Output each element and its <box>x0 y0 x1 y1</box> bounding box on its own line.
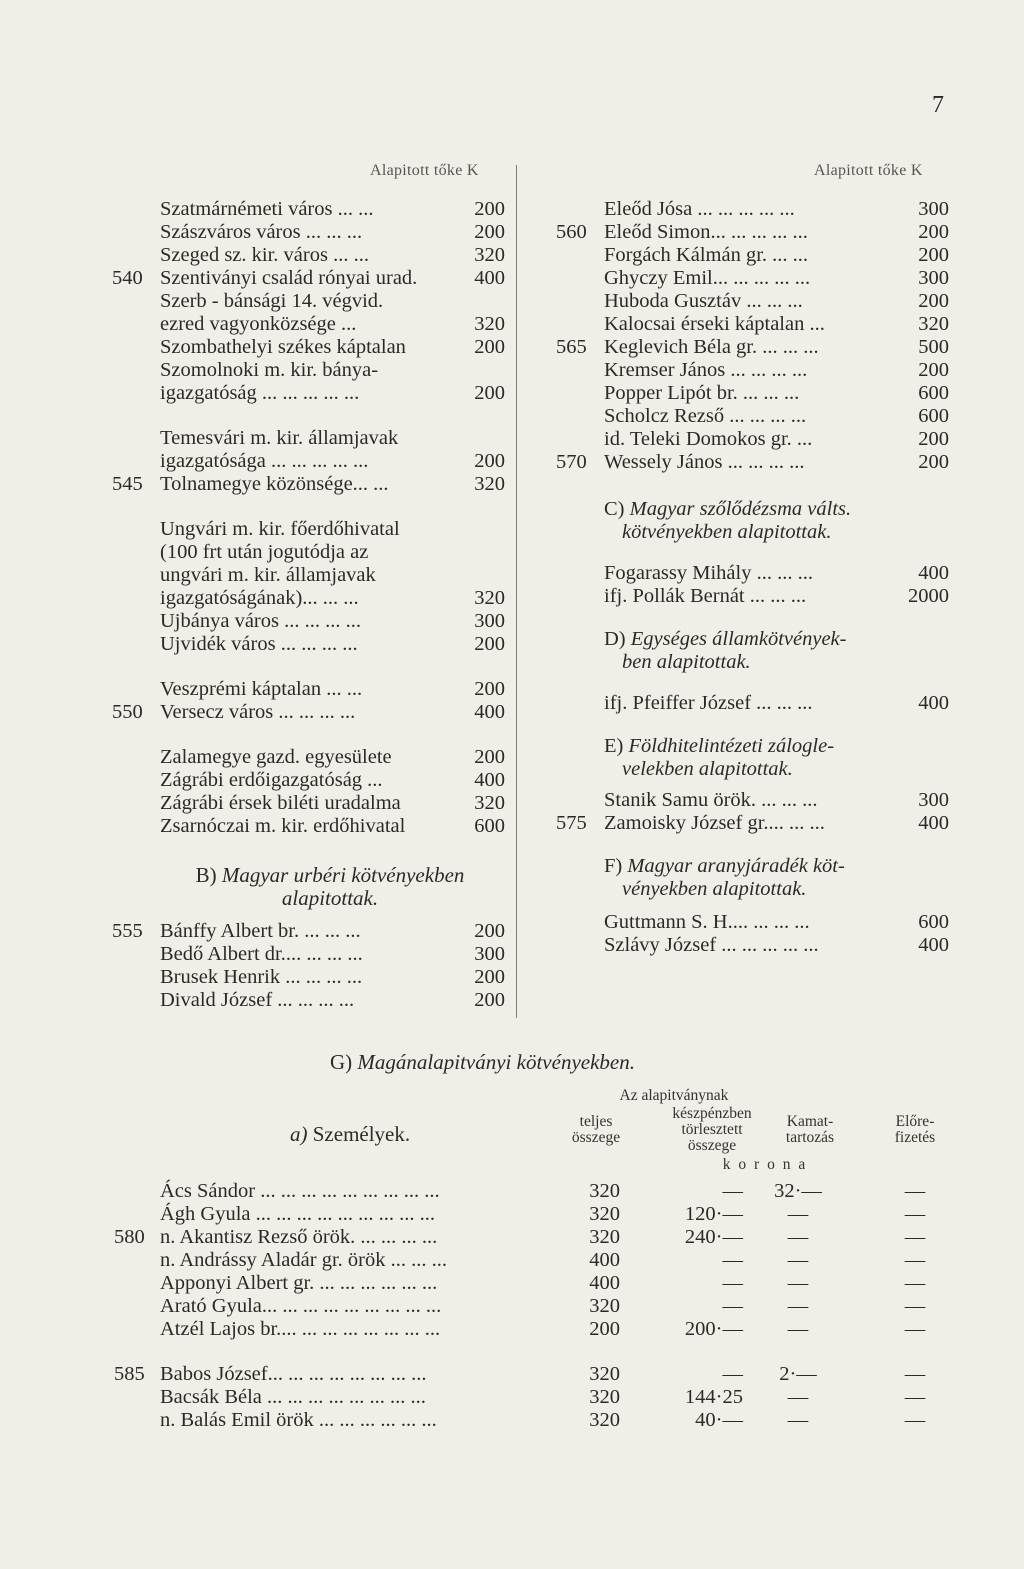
entry-name: Forgách Kálmán gr. ... ... <box>604 244 809 266</box>
entry-value: 300 <box>918 789 949 811</box>
list-item <box>604 244 949 267</box>
entry-value: 400 <box>474 701 505 723</box>
cell-total: 320 <box>589 1226 620 1248</box>
section-e-heading <box>604 735 949 781</box>
table-row <box>0 1249 1024 1272</box>
entry-number: 570 <box>556 451 587 473</box>
section-f-heading-title-line1: Magyar aranyjáradék köt- <box>627 855 845 877</box>
entry-name: Divald József ... ... ... ... <box>160 989 355 1011</box>
cell-interest-due: — <box>787 1318 809 1340</box>
cell-prepaid: — <box>904 1363 926 1385</box>
entry-name: Guttmann S. H.... ... ... ... <box>604 911 810 933</box>
entry-value: 500 <box>918 336 949 358</box>
list-item <box>604 428 949 451</box>
entry-value: 400 <box>918 934 949 956</box>
left-column-header: Alapitott tőke K <box>370 162 479 179</box>
row-name: n. Andrássy Aladár gr. örök ... ... ... <box>160 1249 447 1271</box>
list-item <box>160 450 505 473</box>
entry-value: 320 <box>474 473 505 495</box>
entry-value: 300 <box>918 198 949 220</box>
entry-name: Tolnamegye közönsége... ... <box>160 473 389 495</box>
list-item <box>160 198 505 221</box>
entry-name: ungvári m. kir. államjavak <box>160 564 376 586</box>
entry-name: Szomolnoki m. kir. bánya- <box>160 359 379 381</box>
table-row <box>0 1203 1024 1226</box>
entry-name: Bánffy Albert br. ... ... ... <box>160 920 361 942</box>
cell-prepaid: — <box>904 1295 926 1317</box>
list-item <box>604 382 949 405</box>
list-item <box>604 313 949 336</box>
entry-value: 200 <box>474 382 505 404</box>
list-item <box>556 812 949 835</box>
entry-name: Veszprémi káptalan ... ... <box>160 678 363 700</box>
entry-value: 320 <box>918 313 949 335</box>
entry-value: 600 <box>918 405 949 427</box>
list-item <box>556 221 949 244</box>
entry-value: 400 <box>474 769 505 791</box>
row-number: 585 <box>114 1363 145 1385</box>
cell-total: 320 <box>589 1295 620 1317</box>
left-column <box>112 198 505 1012</box>
list-item <box>160 427 505 450</box>
list-item <box>604 585 949 608</box>
table-header-col1: teljes összege <box>571 1113 621 1146</box>
spacer <box>160 496 505 518</box>
entry-value: 200 <box>474 198 505 220</box>
entry-name: Brusek Henrik ... ... ... ... <box>160 966 363 988</box>
cell-prepaid: — <box>904 1386 926 1408</box>
table-header-col4: Előre-fizetés <box>894 1113 936 1146</box>
entry-number: 565 <box>556 336 587 358</box>
row-name: Atzél Lajos br.... ... ... ... ... ... ... ... <box>160 1318 441 1340</box>
list-item <box>160 541 505 564</box>
entry-name: Scholcz Rezső ... ... ... ... <box>604 405 807 427</box>
table-unit-label: k o r o n a <box>722 1156 808 1173</box>
entry-name: Kalocsai érseki káptalan ... <box>604 313 825 335</box>
list-item <box>160 610 505 633</box>
section-f-heading-title-line2: vényekben alapitottak. <box>622 878 807 900</box>
list-item <box>556 451 949 474</box>
entry-name: igazgatóságának)... ... ... <box>160 587 359 609</box>
cell-paid: 40·— <box>695 1409 743 1431</box>
entry-value: 200 <box>918 428 949 450</box>
entry-name: Ujvidék város ... ... ... ... <box>160 633 358 655</box>
list-item <box>160 815 505 838</box>
entry-value: 600 <box>918 911 949 933</box>
entry-name: Keglevich Béla gr. ... ... ... <box>604 336 819 358</box>
section-b-heading <box>160 864 500 910</box>
section-f-heading <box>604 855 949 901</box>
right-column-header: Alapitott tőke K <box>814 162 923 179</box>
spacer <box>160 724 505 746</box>
entry-value: 200 <box>474 678 505 700</box>
spacer <box>604 674 949 692</box>
row-name: Ács Sándor ... ... ... ... ... ... ... ... ... <box>160 1180 440 1202</box>
list-item <box>160 518 505 541</box>
spacer <box>604 715 949 735</box>
table-row <box>0 1363 1024 1386</box>
entry-value: 200 <box>474 989 505 1011</box>
cell-prepaid: — <box>904 1409 926 1431</box>
cell-interest-due: — <box>787 1386 809 1408</box>
entry-value: 400 <box>918 562 949 584</box>
entry-value: 200 <box>474 966 505 988</box>
table-row <box>0 1295 1024 1318</box>
list-item <box>112 267 505 290</box>
right-column <box>556 198 949 957</box>
entry-value: 200 <box>918 244 949 266</box>
entry-value: 400 <box>918 812 949 834</box>
spacer <box>160 910 505 920</box>
list-item <box>556 336 949 359</box>
section-e-heading-letter: E) <box>604 735 624 757</box>
section-b-title: Magyar urbéri kötvényekben alapitottak. <box>221 863 465 910</box>
cell-total: 320 <box>589 1203 620 1225</box>
table-row <box>0 1272 1024 1295</box>
list-item <box>160 678 505 701</box>
personal-letter: a) <box>290 1122 308 1146</box>
entry-value: 320 <box>474 587 505 609</box>
list-item <box>160 336 505 359</box>
cell-interest-due: 2·— <box>779 1363 817 1385</box>
cell-paid: — <box>722 1249 743 1271</box>
entry-name: Szombathelyi székes káptalan <box>160 336 406 358</box>
entry-value: 600 <box>474 815 505 837</box>
cell-paid: 200·— <box>684 1318 743 1340</box>
entry-name: Szeged sz. kir. város ... ... <box>160 244 369 266</box>
cell-paid: 144·25 <box>684 1386 743 1408</box>
entry-name: ifj. Pollák Bernát ... ... ... <box>604 585 807 607</box>
section-f-heading-letter: F) <box>604 855 623 877</box>
section-c-heading <box>604 498 949 544</box>
row-name: Arató Gyula... ... ... ... ... ... ... ... ... <box>160 1295 442 1317</box>
cell-prepaid: — <box>904 1318 926 1340</box>
spacer <box>160 656 505 678</box>
entry-name: Temesvári m. kir. államjavak <box>160 427 399 449</box>
entry-number: 560 <box>556 221 587 243</box>
row-name: n. Akantisz Rezső örök. ... ... ... ... <box>160 1226 438 1248</box>
table-group-header: Az alapitványnak <box>619 1087 729 1104</box>
spacer <box>0 1341 1024 1363</box>
entry-name: Szlávy József ... ... ... ... ... <box>604 934 819 956</box>
section-d-heading-title-line2: ben alapitottak. <box>622 651 751 673</box>
row-name: Babos József... ... ... ... ... ... ... ... <box>160 1363 427 1385</box>
list-item <box>160 746 505 769</box>
entry-name: Wessely János ... ... ... ... <box>604 451 805 473</box>
spacer <box>604 781 949 789</box>
entry-number: 540 <box>112 267 143 289</box>
entry-name: igazgatósága ... ... ... ... ... <box>160 450 369 472</box>
cell-paid: — <box>722 1180 743 1202</box>
list-item <box>604 789 949 812</box>
list-item <box>160 943 505 966</box>
list-item <box>160 382 505 405</box>
entry-value: 200 <box>474 920 505 942</box>
cell-prepaid: — <box>904 1203 926 1225</box>
list-item <box>160 633 505 656</box>
cell-prepaid: — <box>904 1272 926 1294</box>
section-e-heading-title-line2: velekben alapitottak. <box>622 758 793 780</box>
table-row <box>0 1180 1024 1203</box>
entry-value: 320 <box>474 313 505 335</box>
list-item <box>160 290 505 313</box>
entry-name: Zamoisky József gr.... ... ... <box>604 812 825 834</box>
entry-name: Ghyczy Emil... ... ... ... ... <box>604 267 811 289</box>
cell-total: 320 <box>589 1409 620 1431</box>
spacer <box>604 474 949 498</box>
spacer <box>604 835 949 855</box>
entry-name: Zsarnóczai m. kir. erdőhivatal <box>160 815 406 837</box>
row-name: Bacsák Béla ... ... ... ... ... ... ... ... <box>160 1386 426 1408</box>
section-d-heading-letter: D) <box>604 628 626 650</box>
list-item <box>160 359 505 382</box>
list-item <box>604 198 949 221</box>
entry-name: ifj. Pfeiffer József ... ... ... <box>604 692 813 714</box>
entry-value: 300 <box>474 610 505 632</box>
list-item <box>160 244 505 267</box>
entry-name: igazgatóság ... ... ... ... ... <box>160 382 360 404</box>
column-divider <box>516 165 517 1018</box>
entry-name: Zalamegye gazd. egyesülete <box>160 746 392 768</box>
cell-total: 320 <box>589 1180 620 1202</box>
cell-prepaid: — <box>904 1226 926 1248</box>
table-row <box>0 1386 1024 1409</box>
cell-interest-due: — <box>787 1272 809 1294</box>
cell-total: 320 <box>589 1363 620 1385</box>
cell-interest-due: — <box>787 1249 809 1271</box>
list-item <box>604 562 949 585</box>
entry-value: 200 <box>474 336 505 358</box>
section-g-heading <box>330 1050 635 1075</box>
section-b-letter: B) <box>195 863 217 887</box>
row-name: Ágh Gyula ... ... ... ... ... ... ... ... ... <box>160 1203 436 1225</box>
list-item <box>160 587 505 610</box>
entry-number: 555 <box>112 920 143 942</box>
list-item <box>604 405 949 428</box>
entry-value: 200 <box>474 746 505 768</box>
page-number: 7 <box>932 92 944 118</box>
list-item <box>604 692 949 715</box>
table-row <box>0 1226 1024 1249</box>
list-item <box>160 221 505 244</box>
cell-prepaid: — <box>904 1249 926 1271</box>
personal-heading <box>290 1122 410 1147</box>
entry-value: 300 <box>474 943 505 965</box>
entry-name: Eleőd Simon... ... ... ... ... <box>604 221 808 243</box>
list-item <box>160 564 505 587</box>
row-name: n. Balás Emil örök ... ... ... ... ... ... <box>160 1409 437 1431</box>
list-item <box>604 267 949 290</box>
list-item <box>604 290 949 313</box>
entry-value: 600 <box>918 382 949 404</box>
entry-name: Ujbánya város ... ... ... ... <box>160 610 361 632</box>
entry-number: 575 <box>556 812 587 834</box>
entry-value: 200 <box>474 450 505 472</box>
personal-label: Személyek. <box>312 1122 411 1146</box>
spacer <box>604 544 949 562</box>
entry-name: Popper Lipót br. ... ... ... <box>604 382 800 404</box>
cell-paid: 240·— <box>684 1226 743 1248</box>
entry-name: Szászváros város ... ... ... <box>160 221 363 243</box>
entry-name: ezred vagyonközsége ... <box>160 313 357 335</box>
entry-name: Fogarassy Mihály ... ... ... <box>604 562 813 584</box>
list-item <box>604 934 949 957</box>
section-e-heading-title-line1: Földhitelintézeti záloglе- <box>628 735 835 757</box>
entry-name: Ungvári m. kir. főerdőhivatal <box>160 518 400 540</box>
list-item <box>112 920 505 943</box>
cell-interest-due: — <box>787 1226 809 1248</box>
section-d-heading-title-line1: Egységes államkötvények- <box>630 628 847 650</box>
list-item <box>112 473 505 496</box>
entry-name: (100 frt után jogutódja az <box>160 541 369 563</box>
entry-value: 200 <box>918 290 949 312</box>
table-row <box>0 1409 1024 1432</box>
entry-value: 300 <box>918 267 949 289</box>
row-number: 580 <box>114 1226 145 1248</box>
list-item <box>604 911 949 934</box>
cell-paid: — <box>722 1295 743 1317</box>
entry-number: 545 <box>112 473 143 495</box>
cell-paid: 120·— <box>684 1203 743 1225</box>
entry-name: Szerb - bánsági 14. végvid. <box>160 290 384 312</box>
entry-name: Kremser János ... ... ... ... <box>604 359 808 381</box>
cell-prepaid: — <box>904 1180 926 1202</box>
section-c-heading-title-line2: kötvényekben alapitottak. <box>622 521 832 543</box>
entry-value: 400 <box>474 267 505 289</box>
entry-value: 200 <box>474 633 505 655</box>
list-item <box>160 792 505 815</box>
row-name: Apponyi Albert gr. ... ... ... ... ... ... <box>160 1272 438 1294</box>
entry-value: 200 <box>918 451 949 473</box>
spacer <box>604 901 949 911</box>
entry-name: Bedő Albert dr.... ... ... ... <box>160 943 363 965</box>
entry-name: Eleőd Jósa ... ... ... ... ... <box>604 198 795 220</box>
cell-paid: — <box>722 1363 743 1385</box>
entry-name: id. Teleki Domokos gr. ... <box>604 428 813 450</box>
spacer <box>160 405 505 427</box>
table-row <box>0 1318 1024 1341</box>
list-item <box>160 769 505 792</box>
section-g-letter: G) <box>330 1050 353 1074</box>
cell-total: 400 <box>589 1272 620 1294</box>
entry-name: Zágrábi érsek biléti uradalma <box>160 792 401 814</box>
cell-total: 400 <box>589 1249 620 1271</box>
entry-name: Szentiványi család rónyai urad. <box>160 267 418 289</box>
cell-interest-due: 32·— <box>774 1180 822 1202</box>
entry-value: 2000 <box>908 585 949 607</box>
entry-name: Huboda Gusztáv ... ... ... <box>604 290 803 312</box>
cell-paid: — <box>722 1272 743 1294</box>
entry-value: 320 <box>474 792 505 814</box>
list-item <box>604 359 949 382</box>
entry-value: 200 <box>474 221 505 243</box>
cell-total: 200 <box>589 1318 620 1340</box>
entry-value: 320 <box>474 244 505 266</box>
cell-interest-due: — <box>787 1203 809 1225</box>
table-header-col2: készpénzben törlesztett összege <box>672 1105 752 1154</box>
table-header-col3: Kamat-tartozás <box>785 1113 835 1146</box>
section-c-heading-title-line1: Magyar szőlődézsma válts. <box>629 498 852 520</box>
entry-name: Szatmárnémeti város ... ... <box>160 198 374 220</box>
cell-interest-due: — <box>787 1409 809 1431</box>
list-item <box>112 701 505 724</box>
entry-value: 400 <box>918 692 949 714</box>
list-item <box>160 989 505 1012</box>
section-c-heading-letter: C) <box>604 498 625 520</box>
entry-name: Zágrábi erdőigazgatóság ... <box>160 769 383 791</box>
cell-interest-due: — <box>787 1295 809 1317</box>
entry-number: 550 <box>112 701 143 723</box>
cell-total: 320 <box>589 1386 620 1408</box>
list-item <box>160 313 505 336</box>
entry-name: Stanik Samu örök. ... ... ... <box>604 789 818 811</box>
list-item <box>160 966 505 989</box>
section-d-heading <box>604 628 949 674</box>
foundation-table <box>0 1180 1024 1432</box>
section-g-title: Magánalapitványi kötvényekben. <box>357 1050 635 1074</box>
entry-value: 200 <box>918 221 949 243</box>
entry-value: 200 <box>918 359 949 381</box>
spacer <box>160 838 505 864</box>
spacer <box>604 608 949 628</box>
entry-name: Versecz város ... ... ... ... <box>160 701 356 723</box>
